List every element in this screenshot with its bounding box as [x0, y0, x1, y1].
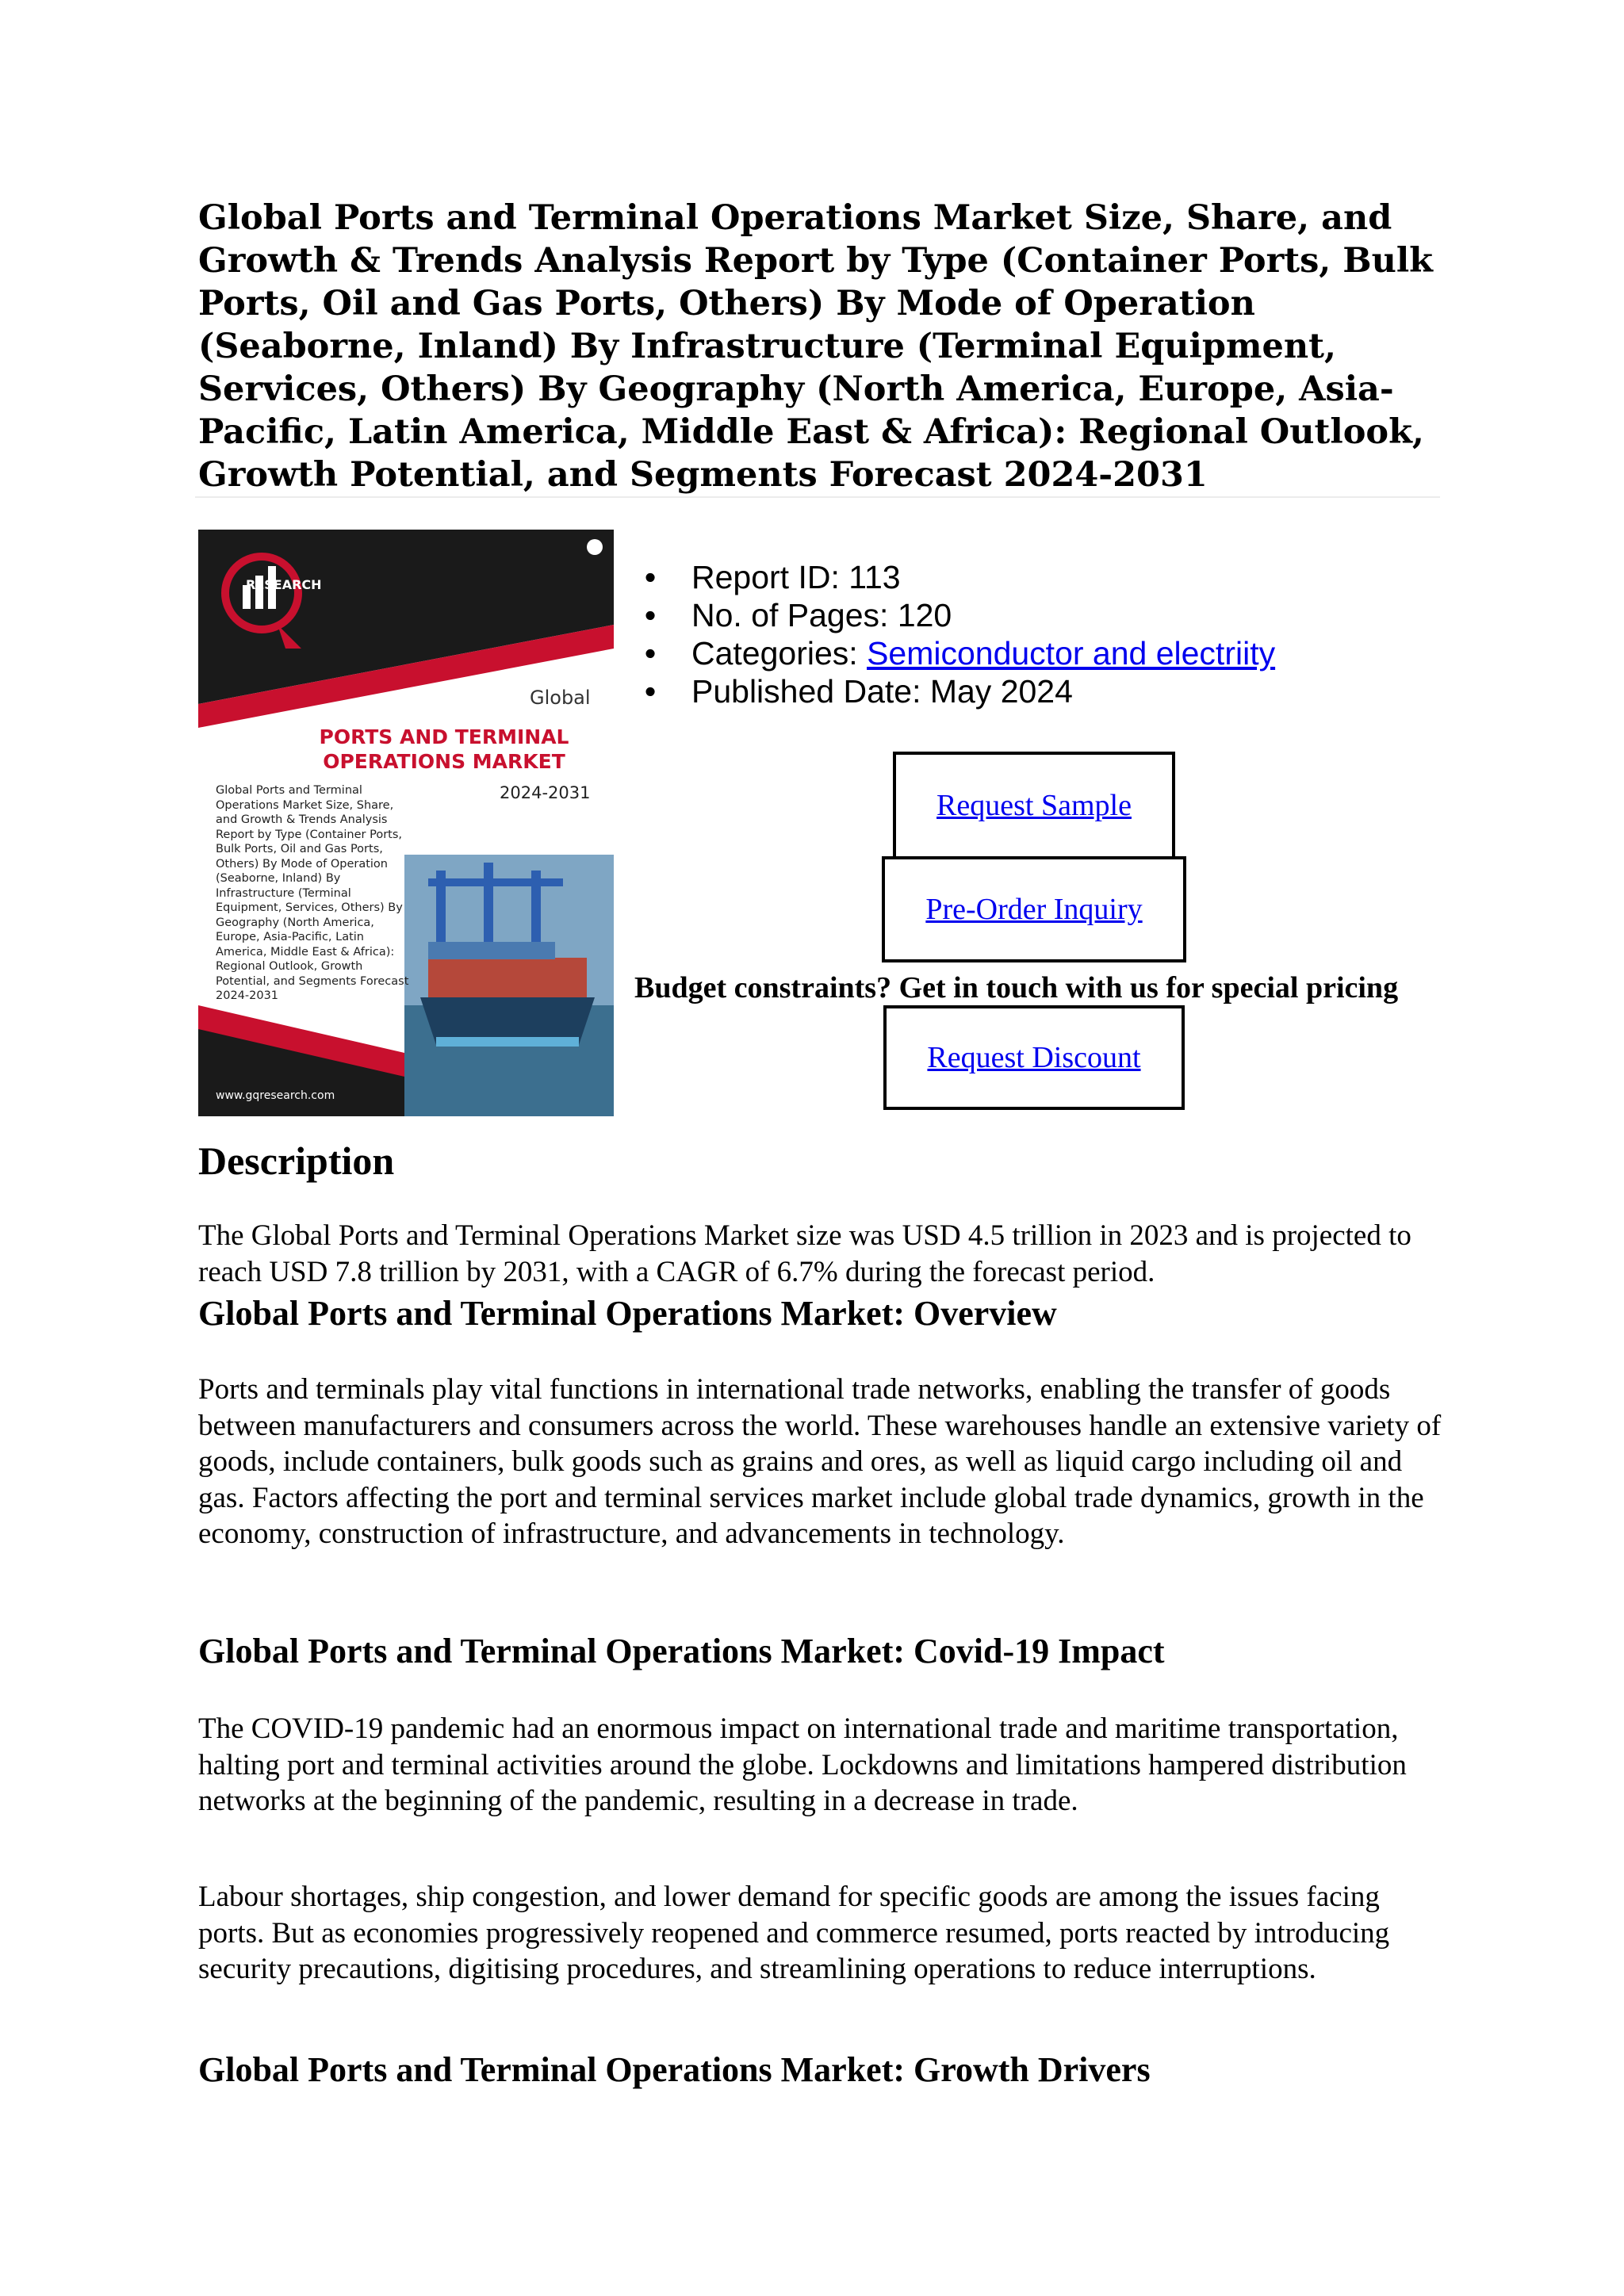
bullet: •	[644, 597, 657, 633]
containers-row-1	[428, 958, 587, 997]
covid-text-1: The COVID-19 pandemic had an enormous impact on international trade and maritime transportation, halting port and terminal activities around the globe. Lockdowns and limitations hampered distribution networks at the beginning of the pandemic, resulting in a decrease in trade.	[198, 1712, 1407, 1817]
cover-brand: RESEARCH	[246, 577, 322, 592]
overview-heading: Global Ports and Terminal Operations Market: Overview	[198, 1294, 1057, 1333]
meta-categories	[634, 634, 1275, 672]
cover-url: www.gqresearch.com	[216, 1089, 335, 1102]
meta-report-id	[634, 558, 1275, 596]
bullet: •	[644, 635, 657, 672]
pages-text: No. of Pages: 120	[691, 597, 952, 633]
bullet: •	[644, 559, 657, 595]
containers-row-2	[428, 942, 555, 959]
cover-dot	[587, 539, 603, 555]
pre-order-inquiry-button[interactable]: Pre-Order Inquiry	[882, 856, 1186, 962]
report-meta-list	[634, 558, 1275, 710]
description-heading: Description	[198, 1138, 395, 1183]
meta-published	[634, 672, 1275, 710]
cover-years: 2024-2031	[500, 783, 591, 802]
published-text: Published Date: May 2024	[691, 673, 1073, 710]
report-id-text: Report ID: 113	[691, 559, 901, 595]
overview-text: Ports and terminals play vital functions in international trade networks, enabling the transfer of goods between manufacturers and consumers across the world. These warehouses handle an extensive variety of goods, include containers, bulk goods such as grains and ores, as well as liquid cargo including oil and gas. Factors affecting the port and terminal services market include global trade dynamics, growth in the economy, construction of infrastructure, and advancements in technology.	[198, 1373, 1442, 1550]
ship-stripe	[436, 1037, 579, 1047]
request-sample-button[interactable]: Request Sample	[893, 752, 1175, 859]
category-link[interactable]: Semiconductor and electriity	[867, 635, 1276, 672]
report-cover-image	[198, 530, 614, 1116]
cover-global-label: Global	[530, 687, 591, 709]
title-divider	[195, 496, 1440, 498]
description-intro: The Global Ports and Terminal Operations Market size was USD 4.5 trillion in 2023 and is projected to reach USD 7.8 trillion by 2031, with a CAGR of 6.7% during the forecast period.	[198, 1219, 1411, 1288]
crane-boom	[428, 878, 563, 886]
covid-text-2: Labour shortages, ship congestion, and lower demand for specific goods are among the issues facing ports. But as economies progressively reopened and commerce resumed, ports reacted by introducing security precautions, digitising procedures, and streamlining operations to reduce interruptions.	[198, 1881, 1390, 1985]
budget-note: Budget constraints? Get in touch with us for special pricing	[634, 971, 1399, 1004]
report-title: Global Ports and Terminal Operations Market Size, Share, and Growth & Trends Analysis Report by Type (Container Ports, Bulk Ports, Oil and Gas Ports, Others) By Mode of Operation (Seaborne, Inland) By Infrastructure (Terminal Equipment, Services, Others) By Geography (North America, Europe, Asia-Pacific, Latin America, Middle East & Africa): Regional Outlook, Growth Potential, and Segments Forecast 2024-2031	[198, 198, 1433, 495]
request-discount-button[interactable]: Request Discount	[883, 1005, 1185, 1110]
cover-description: Global Ports and Terminal Operations Market Size, Share, and Growth & Trends Analysis Report by Type (Container Ports, Bulk Ports, Oil and Gas Ports, Others) By Mode of Operation (Seaborne, Inland) By Infrastructure (Terminal Equipment, Services, Others) By Geography (North America, Europe, Asia-Pacific, Latin America, Middle East & Africa): Regional Outlook, Growth Potential, and Segments Forecast 2024-2031	[216, 784, 409, 1002]
categories-label: Categories:	[691, 635, 868, 672]
meta-pages	[634, 596, 1275, 634]
growth-drivers-heading: Global Ports and Terminal Operations Market: Growth Drivers	[198, 2050, 1151, 2089]
covid-heading: Global Ports and Terminal Operations Market: Covid-19 Impact	[198, 1632, 1165, 1670]
bullet: •	[644, 673, 657, 710]
cover-heading: PORTS AND TERMINAL OPERATIONS MARKET	[319, 725, 569, 773]
